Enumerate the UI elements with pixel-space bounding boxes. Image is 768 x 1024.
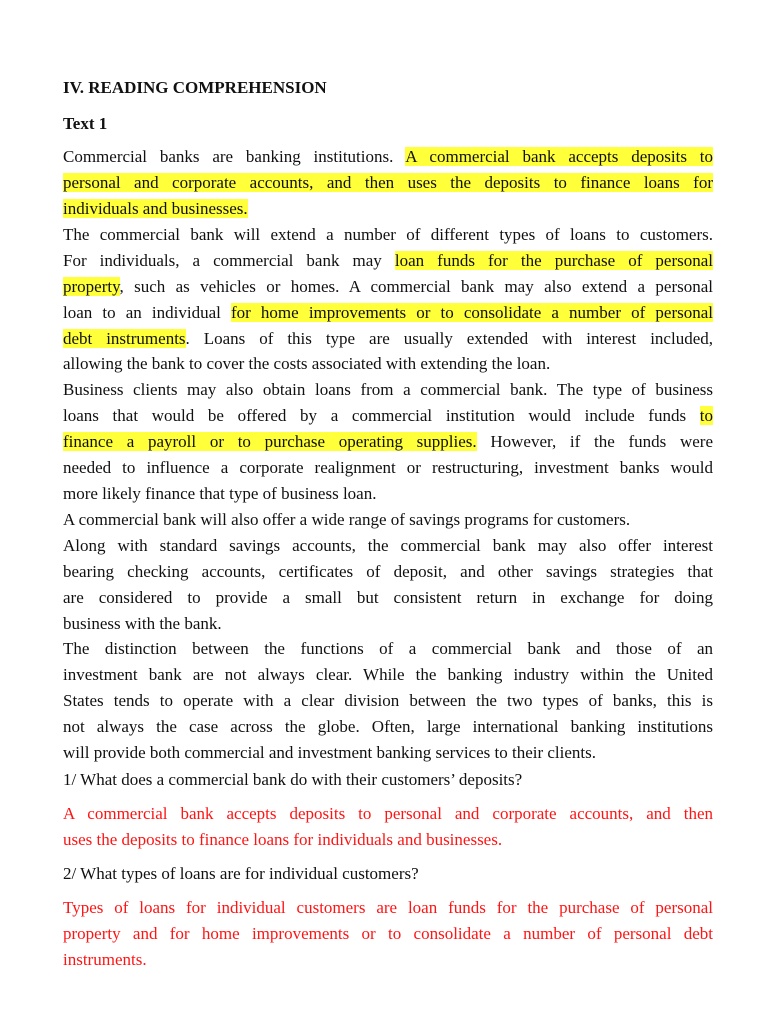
text-label: Text 1 <box>63 114 108 133</box>
answer-line: instruments. <box>63 949 147 969</box>
highlighted-text: personal and corporate accounts, and then uses the deposits to finance loans for <box>63 172 713 192</box>
section-heading: IV. READING COMPREHENSION <box>63 78 327 97</box>
passage-paragraph-1 <box>63 144 713 222</box>
text-line: A commercial bank will also offer a wide range of savings programs for customers. <box>63 510 631 529</box>
highlighted-text: finance a payroll or to purchase operating supplies. <box>63 431 477 451</box>
highlighted-text: debt instruments <box>63 328 186 348</box>
text-line: investment bank are not always clear. While the banking industry within the United <box>63 664 713 684</box>
text-line: not always the case across the globe. Often, large international banking institutions <box>63 716 713 736</box>
text-line <box>63 170 713 196</box>
text-line: more likely finance that type of business loan. <box>63 483 377 503</box>
question-2: 2/ What types of loans are for individual customers? <box>63 864 419 883</box>
answer-line: uses the deposits to finance loans for individuals and businesses. <box>63 829 503 849</box>
text-line: will provide both commercial and investment banking services to their clients. <box>63 742 597 762</box>
text-line: debt instruments. Loans of this type are usually extended with interest included, <box>63 328 713 348</box>
text-line: The distinction between the functions of a commercial bank and those of an <box>63 639 713 658</box>
text-line: States tends to operate with a clear division between the two types of banks, this is <box>63 690 713 710</box>
answer-1 <box>63 801 713 853</box>
highlighted-text: A commercial bank accepts deposits to <box>405 147 713 166</box>
text-line: needed to influence a corporate realignment or restructuring, investment banks would <box>63 457 713 477</box>
highlighted-text: for home improvements or to consolidate a number of personal <box>230 302 713 322</box>
highlighted-text: to <box>699 405 713 425</box>
passage-paragraph-5 <box>63 636 713 765</box>
highlighted-text: loan funds for the purchase of personal <box>394 250 713 270</box>
highlighted-text: property <box>63 276 120 296</box>
text-line: bearing checking accounts, certificates of deposit, and other savings strategies that <box>63 561 713 581</box>
text-line: Business clients may also obtain loans from a commercial bank. The type of business <box>63 380 713 399</box>
answer-2 <box>63 895 713 973</box>
text-line <box>63 196 713 222</box>
passage-paragraph-2 <box>63 222 713 377</box>
highlighted-text: individuals and businesses. <box>63 198 248 218</box>
question-1: 1/ What does a commercial bank do with their customers’ deposits? <box>63 770 523 789</box>
text-line: loan to an individual for home improvements or to consolidate a number of personal <box>63 302 713 322</box>
text-line: loans that would be offered by a commercial institution would include funds to <box>63 405 713 425</box>
text-line: For individuals, a commercial bank may loan funds for the purchase of personal <box>63 250 713 270</box>
text-line: Along with standard savings accounts, the commercial bank may also offer interest <box>63 535 713 555</box>
answer-line: A commercial bank accepts deposits to personal and corporate accounts, and then <box>63 804 713 823</box>
answer-line: Types of loans for individual customers are loan funds for the purchase of personal <box>63 898 713 917</box>
answer-line: property and for home improvements or to consolidate a number of personal debt <box>63 923 713 943</box>
text-line: allowing the bank to cover the costs associated with extending the loan. <box>63 354 551 374</box>
text-line: The commercial bank will extend a number of different types of loans to customers. <box>63 225 713 244</box>
text-line: Commercial banks are banking institutions. A commercial bank accepts deposits to <box>63 147 713 166</box>
passage-paragraph-3 <box>63 377 713 506</box>
text-line: business with the bank. <box>63 613 222 633</box>
passage-paragraph-4 <box>63 507 713 636</box>
text-line: are considered to provide a small but consistent return in exchange for doing <box>63 587 713 607</box>
text-line: property, such as vehicles or homes. A commercial bank may also extend a personal <box>63 276 713 296</box>
text-line: finance a payroll or to purchase operating supplies. However, if the funds were <box>63 431 714 451</box>
